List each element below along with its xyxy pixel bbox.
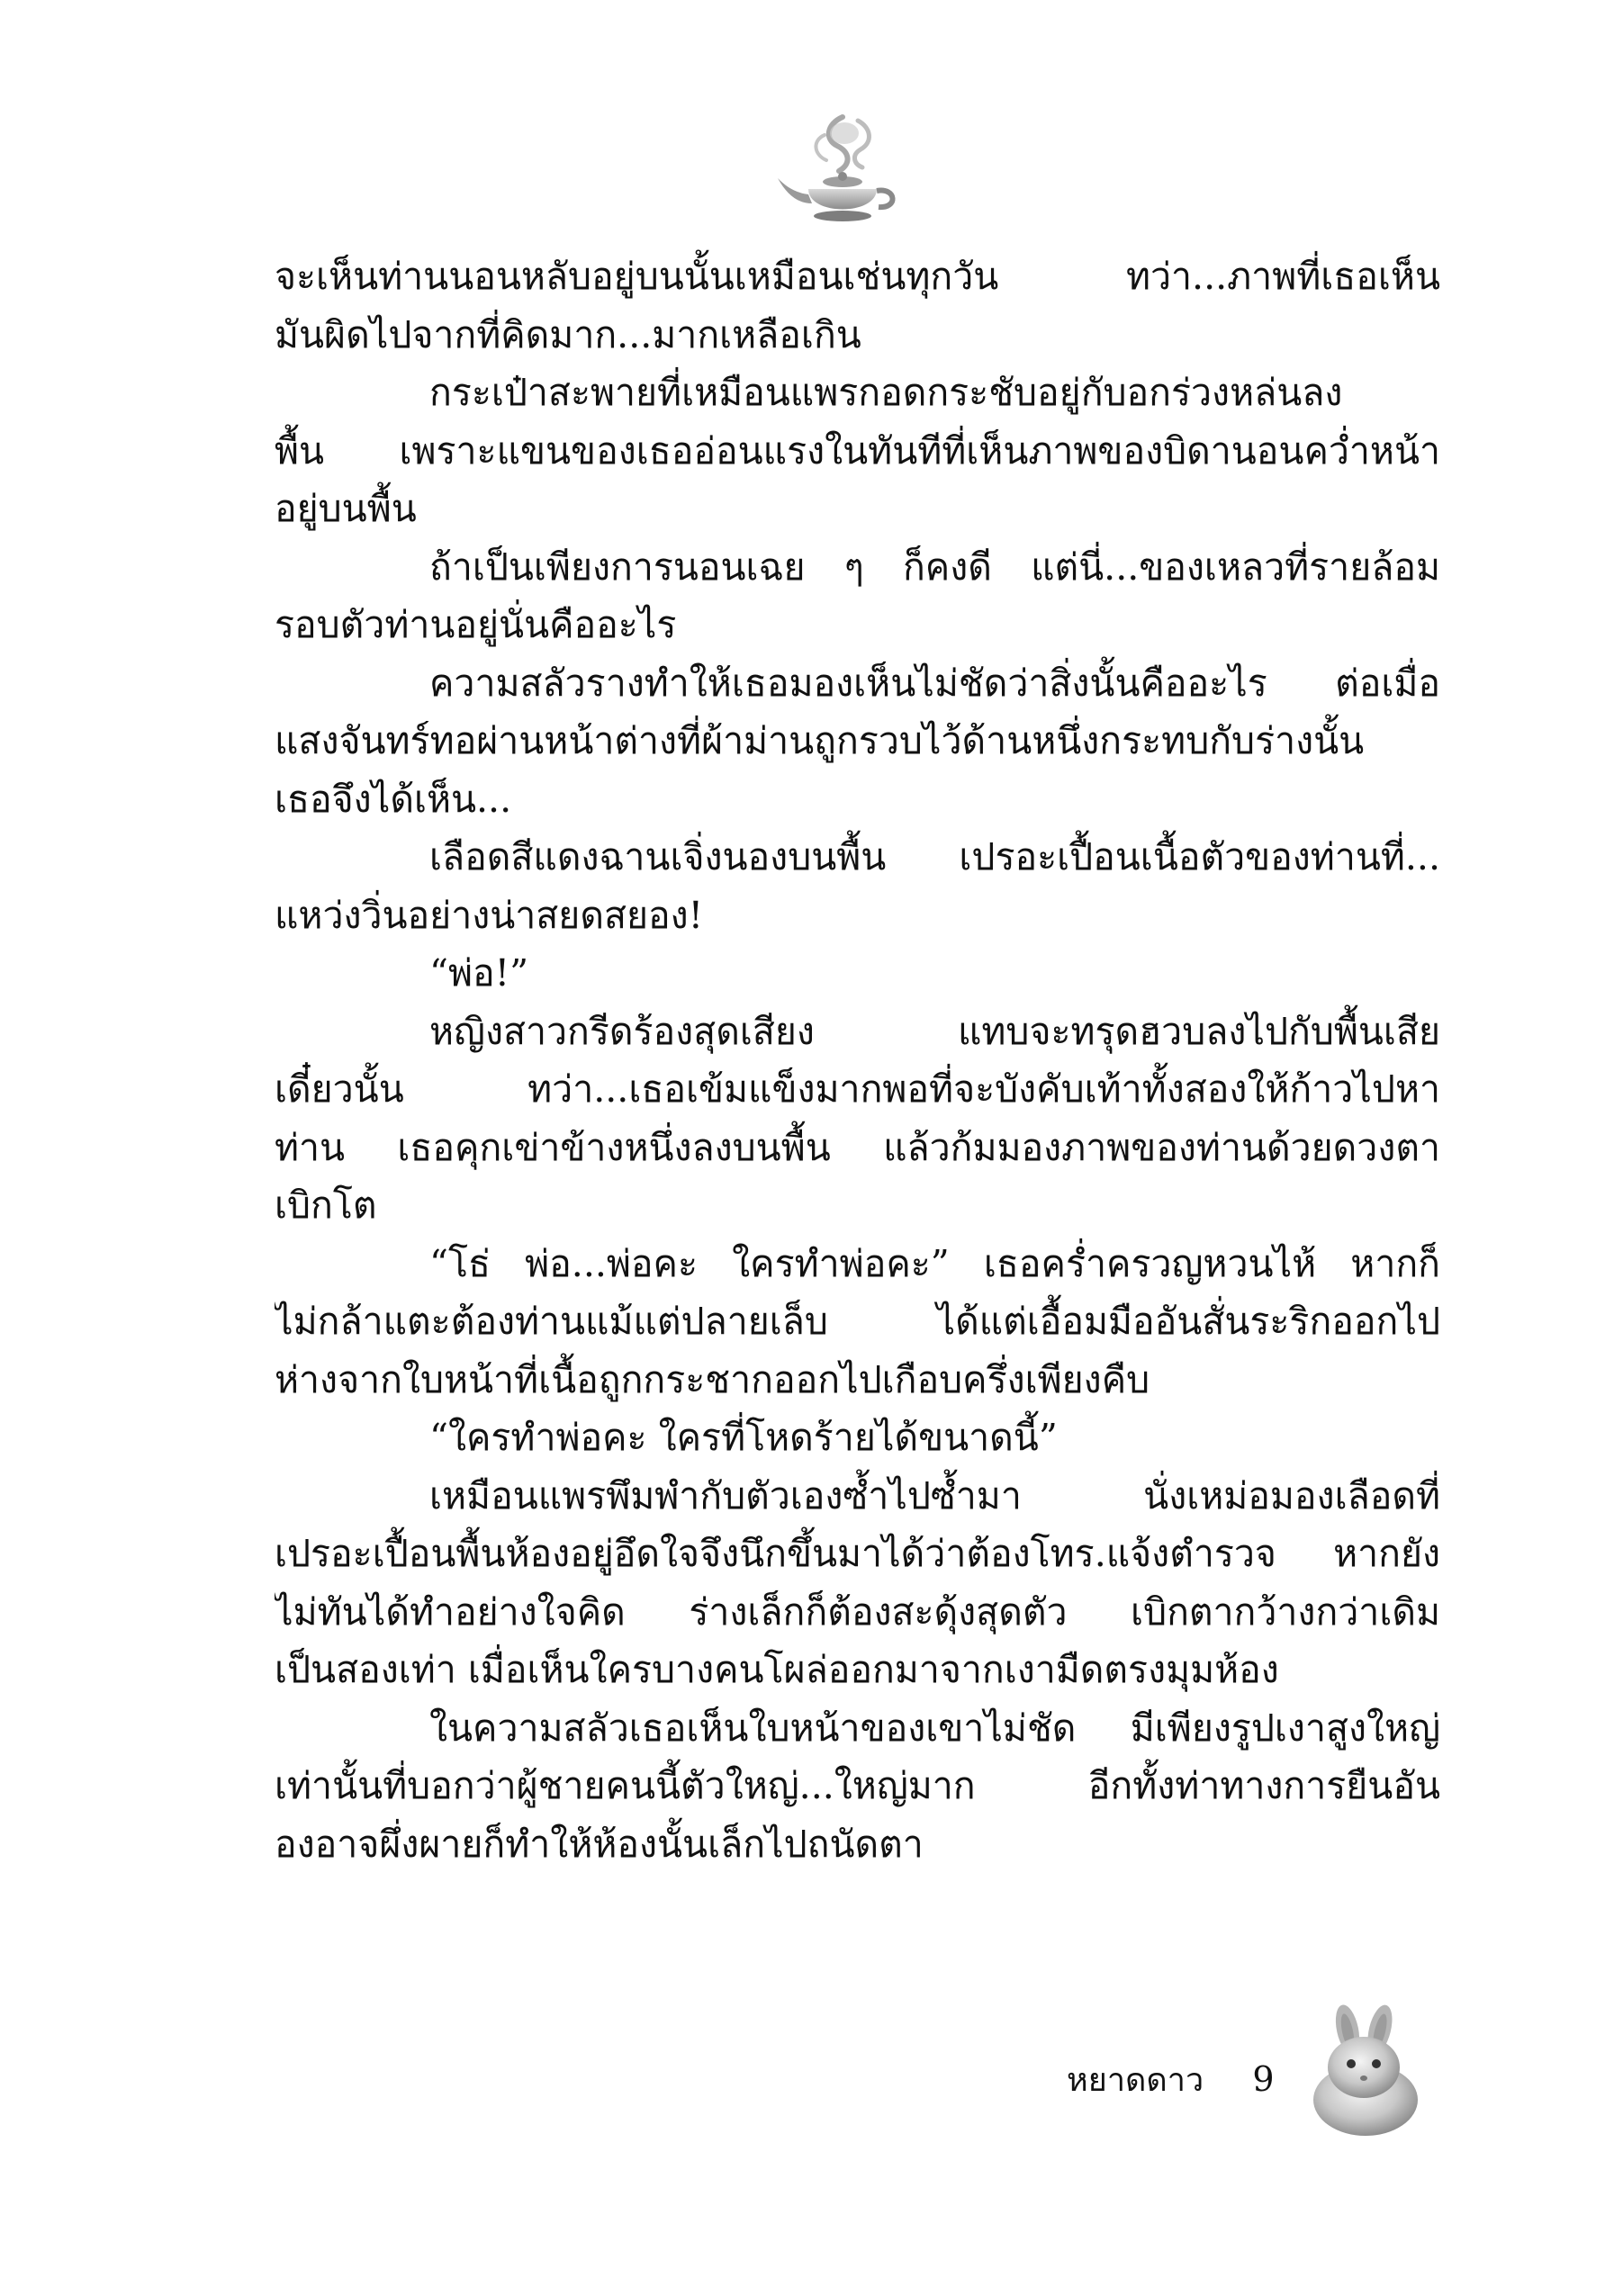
text-line: เลือดสีแดงฉานเจิ่งนองบนพื้น เปรอะเปื้อนเนื้อตัวของท่านที่... [429, 835, 1440, 878]
text-line: เป็นสองเท่า เมื่อเห็นใครบางคนโผล่ออกมาจากเงามืดตรงมุมห้อง [275, 1648, 1279, 1691]
text-line: เบิกโต [275, 1184, 377, 1227]
text-line: แหว่งวิ่นอย่างน่าสยดสยอง! [275, 893, 704, 937]
text-line: ท่าน เธอคุกเข่าข้างหนึ่งลงบนพื้น แล้วก้มมองภาพของท่านด้วยดวงตา [275, 1125, 1440, 1169]
text-line: ไม่ทันได้ทำอย่างใจคิด ร่างเล็กก็ต้องสะดุ้งสุดตัว เบิกตากว้างกว่าเดิม [275, 1589, 1440, 1634]
text-line: พื้น เพราะแขนของเธออ่อนแรงในทันทีที่เห็นภาพของบิดานอนคว่ำหน้า [275, 428, 1440, 473]
text-line: ห่างจากใบหน้าที่เนื้อถูกกระชากออกไปเกือบครึ่งเพียงคืบ [275, 1357, 1150, 1401]
text-line: จะเห็นท่านนอนหลับอยู่บนนั้นเหมือนเช่นทุกวัน ทว่า...ภาพที่เธอเห็น [275, 255, 1440, 298]
text-line: เหมือนแพรพึมพำกับตัวเองซ้ำไปซ้ำมา นั่งเหม่อมองเลือดที่ [429, 1473, 1440, 1517]
text-line: เท่านั้นที่บอกว่าผู้ชายคนนี้ตัวใหญ่...ใหญ่มาก อีกทั้งท่าทางการยืนอัน [275, 1764, 1440, 1807]
text-line: ถ้าเป็นเพียงการนอนเฉย ๆ ก็คงดี แต่นี่...ของเหลวที่รายล้อม [429, 545, 1440, 589]
dialogue-line: “พ่อ!” [429, 951, 529, 995]
page-footer [1067, 2048, 1275, 2111]
text-line: เปรอะเปื้อนพื้นห้องอยู่อึดใจจึงนึกขึ้นมาได้ว่าต้องโทร.แจ้งตำรวจ หากยัง [275, 1532, 1440, 1575]
text-line: อยู่บนพื้น [275, 487, 417, 530]
text-line: หญิงสาวกรีดร้องสุดเสียง แทบจะทรุดฮวบลงไปกับพื้นเสีย [429, 1009, 1440, 1053]
text-line: ความสลัวรางทำให้เธอมองเห็นไม่ชัดว่าสิ่งนั้นคืออะไร ต่อเมื่อ [429, 661, 1440, 705]
book-title: หยาดดาว [1067, 2062, 1204, 2099]
text-line: มันผิดไปจากที่คิดมาก...มากเหลือเกิน [275, 312, 861, 356]
text-line: แสงจันทร์ทอผ่านหน้าต่างที่ผ้าม่านถูกรวบไว้ด้านหนึ่งกระทบกับร่างนั้น [275, 719, 1365, 762]
story-text [275, 248, 1440, 1873]
text-line: “โธ่ พ่อ...พ่อคะ ใครทำพ่อคะ” เธอคร่ำครวญหวนไห้ หากก็ [429, 1241, 1440, 1285]
dialogue-line: “ใครทำพ่อคะ ใครที่โหดร้ายได้ขนาดนี้” [429, 1416, 1058, 1459]
page-number: 9 [1252, 2059, 1275, 2099]
text-line: กระเป๋าสะพายที่เหมือนแพรกอดกระชับอยู่กับอกร่วงหล่นลง [429, 371, 1343, 414]
text-line: ไม่กล้าแตะต้องท่านแม้แต่ปลายเล็บ ได้แต่เอื้อมมืออันสั่นระริกออกไป [275, 1300, 1440, 1343]
text-line: เธอจึงได้เห็น... [275, 777, 512, 821]
text-line: เดี๋ยวนั้น ทว่า...เธอเข้มแข็งมากพอที่จะบังคับเท้าทั้งสองให้ก้าวไปหา [275, 1067, 1440, 1111]
text-line: รอบตัวท่านอยู่นั่นคืออะไร [275, 603, 677, 646]
teapot-ornament-icon [772, 108, 907, 234]
text-line: ในความสลัวเธอเห็นใบหน้าของเขาไม่ชัด มีเพียงรูปเงาสูงใหญ่ [429, 1706, 1440, 1750]
text-line: องอาจผึ่งผายก็ทำให้ห้องนั้นเล็กไปถนัดตา [275, 1822, 924, 1866]
rabbit-icon [1301, 2003, 1427, 2138]
